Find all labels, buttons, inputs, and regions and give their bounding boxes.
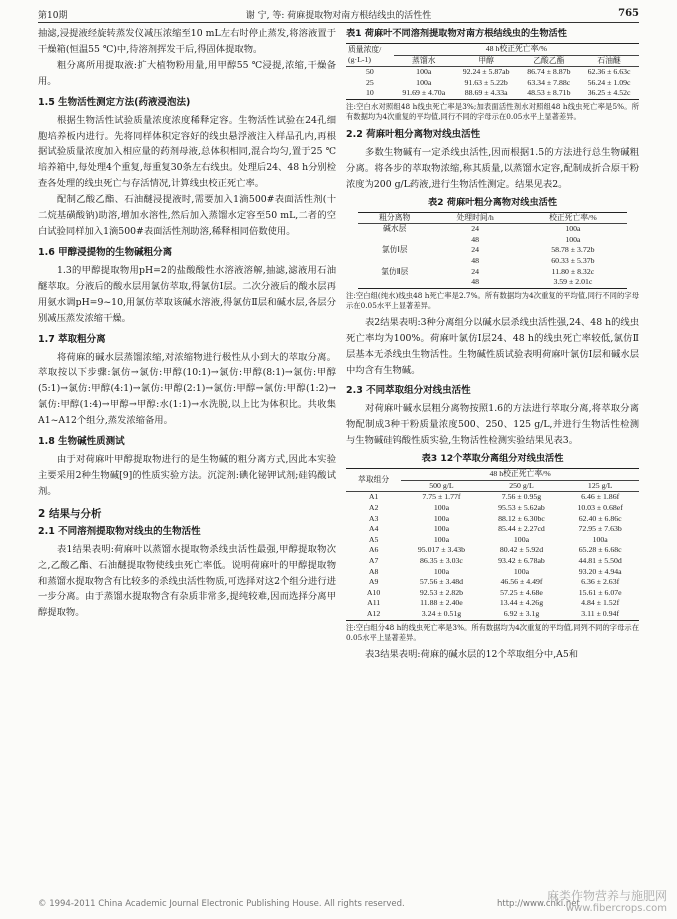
table-row: [358, 277, 628, 288]
table-cell: 100a: [513, 566, 530, 576]
table3: [346, 468, 639, 620]
table-cell: 48.53 ± 8.71b: [527, 88, 571, 98]
table-cell: 100a: [433, 502, 450, 512]
table1-col0-line1: 质量浓度/: [348, 44, 382, 54]
section-2-heading: 2 结果与分析: [38, 507, 102, 520]
section-1-6-heading: 1.6 甲醇浸提物的生物碱粗分离: [38, 246, 173, 258]
table2-col-header: 粗分离物: [379, 212, 411, 222]
table3-header-main: 48 h校正死亡率/%: [401, 469, 639, 481]
table1-col0-header: [346, 44, 394, 67]
table-row: [346, 545, 639, 556]
table-cell: 88.69 ± 4.33a: [464, 88, 508, 98]
table-row: [346, 524, 639, 535]
table1-header-main: 48 h校正死亡率/%: [394, 44, 639, 56]
table-cell: 24: [471, 224, 480, 234]
running-header: [38, 8, 639, 22]
table-cell: A2: [368, 502, 379, 512]
table-cell: 62.40 ± 6.86c: [578, 513, 622, 523]
table-cell: 碱水层: [383, 224, 407, 234]
table-cell: 91.69 ± 4.70a: [402, 88, 446, 98]
table-cell: 100a: [433, 534, 450, 544]
table-cell: 100a: [565, 224, 581, 234]
section-2-3-para: 对荷麻叶碱水层粗分离物按照1.6的方法进行萃取分离,将萃取分离物配制成3种干粉质量浓度500、250、125 g/L,并进行生物活性检测与生物碱硅钨酸性质实验,生物活性检测实验结果见表3。: [346, 403, 639, 447]
table1-col-header: 蒸馏水: [412, 55, 436, 65]
table-cell: 48: [471, 277, 480, 287]
table3-col-header: 250 g/L: [509, 480, 534, 490]
table-cell: [358, 256, 432, 267]
watermark-url: www.fibercrops.com: [565, 903, 667, 914]
table-cell: 92.24 ± 5.87ab: [462, 67, 510, 77]
table-cell: A8: [368, 566, 379, 576]
table-cell: 62.36 ± 6.63c: [587, 67, 631, 77]
copyright-notice: © 1994-2011 China Academic Journal Electronic Publishing House. All rights reserved.: [38, 899, 405, 909]
table-row: [346, 67, 639, 78]
table-row: [346, 535, 639, 546]
table-cell: 3.59 ± 2.01c: [553, 277, 593, 287]
table2-result-para: 表2结果表明:3种分离组分以碱水层杀线虫活性强,24、48 h的线虫死亡率均为100%。荷麻叶氯仿Ⅰ层24、48 h的线虫死亡率较低,氯仿Ⅱ层基本无杀线虫生物活性。生物碱性质试验表明荷麻叶氯仿Ⅰ层和碱水层中均含有生物碱。: [346, 316, 639, 376]
table1-col-header: 石油醚: [597, 55, 621, 65]
table-cell: 48: [471, 256, 480, 266]
table-cell: 58.78 ± 3.72b: [551, 245, 595, 255]
table-cell: [358, 277, 432, 288]
table-cell: 13.44 ± 4.26g: [499, 598, 544, 608]
table2-caption: 表2 荷麻叶粗分离物对线虫活性: [427, 196, 558, 208]
table-cell: 44.81 ± 5.50d: [578, 555, 622, 565]
table-cell: 100a: [416, 67, 432, 77]
running-title: 谢 宁, 等: 荷麻提取物对南方根结线虫的活性性: [245, 11, 432, 21]
table-row: [346, 577, 639, 588]
table-cell: 100a: [416, 77, 432, 87]
table-cell: 7.56 ± 0.95g: [501, 492, 542, 502]
table2-col-header: 校正死亡率/%: [549, 212, 597, 222]
right-column: [346, 26, 639, 662]
table-cell: 80.42 ± 5.92d: [499, 545, 544, 555]
table-row: [358, 256, 628, 267]
table-cell: 92.53 ± 2.82b: [419, 587, 464, 597]
paragraph-filtration: 抽滤,浸提液经旋转蒸发仪减压浓缩至10 mL左右时停止蒸发,将溶液置于干燥箱(恒温55 ℃)中,待溶剂挥发干后,得固体提取物。: [38, 28, 336, 55]
section-1-8-para: 由于对荷麻叶甲醇提取物进行的是生物碱的粗分离方式,因此本实验主要采用2种生物碱[9]的性质实验方法。沉淀剂:碘化铋钾试剂;硅钨酸试剂。: [38, 454, 336, 497]
table-cell: 24: [471, 266, 480, 276]
table-cell: 25: [366, 77, 374, 87]
table1-col-header: 甲醇: [478, 55, 494, 65]
table-cell: A9: [368, 577, 379, 587]
table3-note: 注:空白组分48 h的线虫死亡率是3%。所有数据均为4次重复的平均值,同列不同的字母示在0.05水平上显著差异。: [346, 622, 639, 642]
section-1-5-heading: 1.5 生物活性测定方法(药液浸泡法): [38, 96, 191, 108]
table-cell: A10: [366, 587, 381, 597]
table1-col0-line2: (g·L-1): [348, 55, 371, 65]
table-cell: 48: [471, 234, 480, 244]
table2-col-header: 处理时间/h: [456, 212, 494, 222]
table-cell: 10: [366, 88, 374, 98]
section-1-5-para-2: 配制乙酸乙酯、石油醚浸提液时,需要加入1滴500#表面活性剂(十二烷基磺酸钠)助溶,增加水溶性,然后加入蒸馏水定容至50 mL,二者的空白试验同样加入1滴500#表面活性剂助溶,稀释相同倍数使用。: [38, 194, 336, 237]
table-cell: 60.33 ± 5.37b: [551, 256, 595, 266]
table1-note: 注:空白水对照组48 h线虫死亡率是3%;加表面活性剂水对照组48 h线虫死亡率是5%。所有数据均为4次重复的平均值,同行不同的字母示在0.05水平上显著差异。: [346, 101, 639, 121]
table-cell: 85.44 ± 2.27cd: [498, 524, 545, 534]
table-cell: 65.28 ± 6.68c: [578, 545, 622, 555]
table-cell: 86.35 ± 3.03c: [420, 555, 463, 565]
table-cell: 88.12 ± 6.30bc: [498, 513, 545, 523]
section-2-1-para: 表1结果表明:荷麻叶以蒸馏水提取物杀线虫活性最强,甲醇提取物次之,乙酸乙酯、石油醚提取物使线虫死亡率低。说明荷麻叶的甲醇提取物和蒸馏水提取物含有比较多的杀线虫活性物质,可选择对这2个组分进行进一步分离。由于蒸馏水提取物含有杂质非常多,提纯较难,因而选择分离甲醇提取物。: [38, 543, 336, 619]
table-cell: A6: [368, 545, 379, 555]
table-row: [358, 245, 628, 256]
section-2-3-heading: 2.3 不同萃取组分对线虫活性: [346, 385, 471, 397]
table3-col-header: 125 g/L: [587, 480, 613, 490]
table3-col-header: 500 g/L: [429, 480, 454, 490]
table-cell: 100a: [513, 534, 530, 544]
table3-col0-header: 萃取组分: [358, 474, 390, 484]
table-cell: 100a: [433, 566, 450, 576]
table-cell: 10.03 ± 0.68ef: [577, 502, 623, 512]
table-cell: A12: [366, 608, 381, 618]
table-cell: 95.017 ± 3.43b: [417, 545, 466, 555]
table2: [358, 212, 628, 289]
table-cell: 93.20 ± 4.94a: [578, 566, 622, 576]
table-cell: 46.56 ± 4.49f: [500, 577, 543, 587]
table-row: [358, 235, 628, 246]
table-row: [346, 492, 639, 503]
table-cell: A11: [367, 598, 381, 608]
table-cell: 15.61 ± 6.07e: [578, 587, 622, 597]
table3-caption: 表3 12个萃取分离组分对线虫活性: [421, 453, 564, 465]
table-row: [358, 224, 628, 235]
table-cell: 95.53 ± 5.62ab: [498, 502, 545, 512]
table-row: [346, 88, 639, 99]
table-cell: 93.42 ± 6.78ab: [498, 555, 545, 565]
table-cell: 100a: [433, 524, 450, 534]
table-cell: A4: [368, 524, 379, 534]
header-rule: [38, 22, 639, 23]
left-column: [38, 26, 336, 621]
section-1-8-heading: 1.8 生物碱性质测试: [38, 436, 125, 448]
table-row: [346, 598, 639, 609]
table-cell: 91.63 ± 5.22b: [464, 77, 508, 87]
table-cell: 100a: [433, 513, 450, 523]
table-row: [358, 267, 628, 278]
table-row: [346, 609, 639, 620]
table-cell: 11.88 ± 2.40e: [420, 598, 463, 608]
section-1-7-heading: 1.7 萃取粗分离: [38, 333, 106, 345]
table3-result-para: 表3结果表明:荷麻的碱水层的12个萃取组分中,A5和: [365, 648, 579, 660]
watermark-title: 麻类作物营养与施肥网: [546, 889, 667, 903]
table-cell: 24: [471, 245, 480, 255]
table-cell: [358, 235, 432, 246]
paragraph-crude-extract: 粗分离所用提取液:扩大植物粉用量,用甲醇55 ℃浸提,浓缩,干燥备用。: [38, 59, 336, 87]
table-cell: 6.92 ± 3.1g: [503, 608, 540, 618]
section-1-5-para-1: 根据生物活性试验质量浓度浓度稀释定容。生物活性试验在24孔细胞培养板内进行。先将同样体积定容好的线虫悬浮液注入样品孔内,再根据试验质量浓度加入相应量的药剂母液,总体积相同,混合均匀,置于25 ℃培养箱中,每处理4个重复,每重复30条左右线虫。处理后24、48 h分别检查各处理的线虫死亡与存活情况,计算线虫校正死亡率。: [38, 114, 336, 190]
table-row: [346, 78, 639, 89]
section-2-2-para: 多数生物碱有一定杀线虫活性,因而根据1.5的方法进行总生物碱粗分离。将各步的萃取物浓缩,称其质量,以蒸馏水定容,配制成折合原干粉浓度为200 g/L药液,进行生物活性测定。结果见表2。: [346, 146, 639, 190]
table-cell: A5: [368, 534, 379, 544]
table-cell: 50: [366, 67, 374, 77]
issue-number: 第10期: [38, 11, 68, 21]
table-cell: 氯仿Ⅰ层: [381, 245, 408, 255]
table-cell: 氯仿Ⅱ层: [381, 266, 409, 276]
table-row: [346, 556, 639, 567]
table-cell: 3.24 ± 0.51g: [421, 608, 462, 618]
table-row: [346, 503, 639, 514]
table-cell: 100a: [592, 534, 608, 544]
table-cell: 72.95 ± 7.63b: [578, 524, 622, 534]
table-cell: 4.84 ± 1.52f: [581, 598, 620, 608]
table2-note: 注:空白组(纯水)线虫48 h死亡率是2.7%。所有数据均为4次重复的平均值,同行不同的字母示在0.05水平上显著差异。: [346, 290, 639, 310]
table-cell: A1: [368, 492, 379, 502]
section-2-2-heading: 2.2 荷麻叶粗分离物对线虫活性: [346, 128, 481, 140]
watermark: [547, 889, 667, 915]
table-cell: 6.36 ± 2.63f: [581, 577, 620, 587]
table1-caption: 表1 荷麻叶不同溶剂提取物对南方根结线虫的生物活性: [346, 28, 567, 39]
section-1-6-para: 1.3的甲醇提取物用pH=2的盐酸酸性水溶液溶解,抽滤,滤液用石油醚萃取。分液后的酸水层用氯仿萃取,得氯仿Ⅰ层。二次分液后的酸水层再用氨水调pH=9~10,用氯仿萃取该碱水溶液,得氯仿Ⅱ层和碱水层,各层分别减压蒸发浓缩干燥。: [38, 264, 336, 324]
table-cell: A3: [368, 513, 379, 523]
table1: [346, 43, 639, 100]
table-cell: A7: [368, 555, 379, 565]
table1-col-header: 乙酸乙酯: [533, 55, 565, 65]
section-2-1-heading: 2.1 不同溶剂提取物对线虫的生物活性: [38, 525, 201, 537]
table-cell: 100a: [565, 234, 581, 244]
page-number: 765: [618, 8, 639, 19]
table-cell: 86.74 ± 8.87b: [527, 67, 571, 77]
table-cell: 7.75 ± 1.77f: [422, 492, 461, 502]
table-cell: 3.11 ± 0.94f: [581, 608, 620, 618]
cnki-link[interactable]: http://www.cnki.net: [497, 899, 580, 909]
table-cell: 57.56 ± 3.48d: [419, 577, 464, 587]
table-cell: 11.80 ± 8.32c: [551, 266, 595, 276]
section-1-7-para: 将荷麻的碱水层蒸馏浓缩,对浓缩物进行极性从小到大的萃取分离。萃取按以下步骤:氯仿→氯仿:甲醇(10:1)→氯仿:甲醇(8:1)→氯仿:甲醇(5:1)→氯仿:甲醇(4:1)→氯仿:甲醇(2:1)→氯仿:甲醇→氯仿:甲醇(1:2)→氯仿:甲醇(1:4)→甲醇→甲醇:水(1:1)→水洗脱,以上比为体积比。共收集A1~A12个组分,蒸发浓缩备用。: [38, 351, 336, 427]
table-cell: 6.46 ± 1.86f: [581, 492, 620, 502]
table-cell: 57.25 ± 4.68e: [500, 587, 543, 597]
table-cell: 56.24 ± 1.09c: [587, 77, 631, 87]
table-row: [346, 567, 639, 578]
table-row: [346, 514, 639, 525]
table-cell: 36.25 ± 4.52c: [587, 88, 631, 98]
table-row: [346, 588, 639, 599]
table-cell: 63.34 ± 7.88c: [527, 77, 571, 87]
